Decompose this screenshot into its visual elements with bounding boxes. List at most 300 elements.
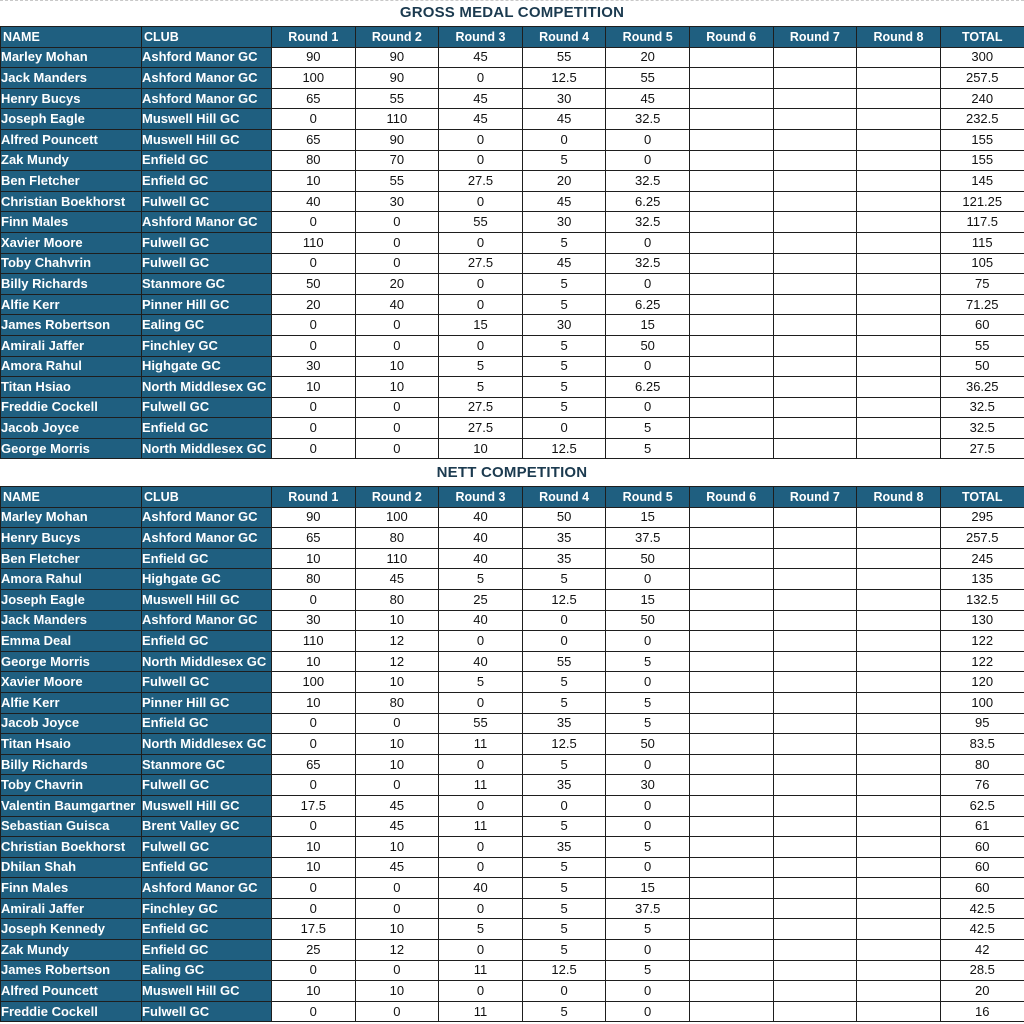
round-4-score-cell: 0 [522, 981, 606, 1002]
round-2-score-cell: 10 [355, 672, 439, 693]
total-score-cell: 135 [940, 569, 1024, 590]
round-6-score-cell [689, 816, 773, 837]
round-6-score-cell [689, 150, 773, 171]
round-4-score-cell: 55 [522, 47, 606, 68]
round-5-score-cell: 45 [606, 88, 690, 109]
table-row [1, 150, 1024, 171]
nett-competition-table [0, 486, 1024, 1022]
round-6-score-cell [689, 377, 773, 398]
round-4-score-cell: 5 [522, 377, 606, 398]
table-row [1, 713, 1024, 734]
round-7-score-cell [773, 274, 857, 295]
round-8-score-cell [857, 672, 941, 693]
total-score-cell: 122 [940, 651, 1024, 672]
club-cell: Highgate GC [142, 569, 272, 590]
player-name-cell: Ben Fletcher [1, 171, 142, 192]
table-row [1, 507, 1024, 528]
round-4-score-cell: 5 [522, 878, 606, 899]
round-8-score-cell [857, 335, 941, 356]
round-1-score-cell: 0 [272, 734, 356, 755]
round-8-score-cell [857, 68, 941, 89]
round-5-score-cell: 32.5 [606, 212, 690, 233]
round-4-score-cell: 12.5 [522, 589, 606, 610]
table-row [1, 981, 1024, 1002]
round-4-score-cell: 5 [522, 692, 606, 713]
round-1-column-header: Round 1 [272, 27, 356, 48]
total-score-cell: 145 [940, 171, 1024, 192]
round-8-score-cell [857, 692, 941, 713]
round-6-score-cell [689, 507, 773, 528]
round-7-score-cell [773, 397, 857, 418]
round-3-score-cell: 0 [439, 837, 523, 858]
round-4-score-cell: 5 [522, 1001, 606, 1022]
table-row [1, 253, 1024, 274]
table-row [1, 878, 1024, 899]
round-4-score-cell: 5 [522, 397, 606, 418]
round-2-score-cell: 0 [355, 960, 439, 981]
player-name-cell: Christian Boekhorst [1, 837, 142, 858]
round-7-score-cell [773, 981, 857, 1002]
round-2-score-cell: 110 [355, 109, 439, 130]
club-cell: Ashford Manor GC [142, 610, 272, 631]
club-cell: North Middlesex GC [142, 734, 272, 755]
player-name-cell: Alfie Kerr [1, 692, 142, 713]
round-7-score-cell [773, 294, 857, 315]
player-name-cell: Toby Chavrin [1, 775, 142, 796]
round-6-score-cell [689, 754, 773, 775]
total-score-cell: 132.5 [940, 589, 1024, 610]
player-name-cell: George Morris [1, 438, 142, 459]
round-2-score-cell: 70 [355, 150, 439, 171]
round-6-score-cell [689, 274, 773, 295]
round-6-column-header: Round 6 [689, 487, 773, 508]
round-7-score-cell [773, 129, 857, 150]
round-8-score-cell [857, 631, 941, 652]
round-3-score-cell: 55 [439, 212, 523, 233]
round-7-score-cell [773, 68, 857, 89]
round-8-score-cell [857, 569, 941, 590]
table-row [1, 418, 1024, 439]
gross-competition-title: GROSS MEDAL COMPETITION [399, 4, 625, 21]
round-4-score-cell: 5 [522, 898, 606, 919]
round-1-score-cell: 100 [272, 68, 356, 89]
total-score-cell: 55 [940, 335, 1024, 356]
round-6-score-cell [689, 940, 773, 961]
round-2-score-cell: 0 [355, 335, 439, 356]
total-score-cell: 80 [940, 754, 1024, 775]
total-score-cell: 50 [940, 356, 1024, 377]
round-1-score-cell: 10 [272, 692, 356, 713]
round-3-score-cell: 0 [439, 981, 523, 1002]
round-7-score-cell [773, 754, 857, 775]
round-3-score-cell: 0 [439, 631, 523, 652]
round-5-score-cell: 0 [606, 672, 690, 693]
round-1-score-cell: 40 [272, 191, 356, 212]
table-row [1, 438, 1024, 459]
round-5-score-cell: 50 [606, 548, 690, 569]
round-3-score-cell: 0 [439, 754, 523, 775]
round-4-score-cell: 45 [522, 253, 606, 274]
round-1-score-cell: 110 [272, 631, 356, 652]
round-8-score-cell [857, 171, 941, 192]
round-7-score-cell [773, 919, 857, 940]
round-8-score-cell [857, 397, 941, 418]
round-6-score-cell [689, 88, 773, 109]
round-8-score-cell [857, 981, 941, 1002]
round-6-score-cell [689, 981, 773, 1002]
club-cell: Ashford Manor GC [142, 507, 272, 528]
club-cell: Enfield GC [142, 940, 272, 961]
round-2-score-cell: 80 [355, 589, 439, 610]
round-6-score-cell [689, 1001, 773, 1022]
club-cell: Enfield GC [142, 548, 272, 569]
round-2-score-cell: 12 [355, 651, 439, 672]
club-cell: Enfield GC [142, 919, 272, 940]
round-4-score-cell: 5 [522, 274, 606, 295]
round-1-score-cell: 65 [272, 754, 356, 775]
round-5-score-cell: 15 [606, 878, 690, 899]
round-4-score-cell: 0 [522, 631, 606, 652]
round-1-score-cell: 90 [272, 47, 356, 68]
round-7-score-cell [773, 878, 857, 899]
round-5-score-cell: 37.5 [606, 898, 690, 919]
club-cell: Fulwell GC [142, 191, 272, 212]
round-7-score-cell [773, 795, 857, 816]
round-4-score-cell: 55 [522, 651, 606, 672]
round-7-score-cell [773, 212, 857, 233]
round-7-score-cell [773, 898, 857, 919]
round-1-score-cell: 0 [272, 589, 356, 610]
round-3-score-cell: 27.5 [439, 397, 523, 418]
round-4-score-cell: 12.5 [522, 68, 606, 89]
round-6-score-cell [689, 692, 773, 713]
round-3-score-cell: 27.5 [439, 253, 523, 274]
round-8-score-cell [857, 356, 941, 377]
round-7-score-cell [773, 438, 857, 459]
player-name-cell: Jack Manders [1, 610, 142, 631]
round-2-score-cell: 100 [355, 507, 439, 528]
round-2-score-cell: 30 [355, 191, 439, 212]
club-cell: Ashford Manor GC [142, 878, 272, 899]
round-8-score-cell [857, 232, 941, 253]
round-6-score-cell [689, 68, 773, 89]
round-3-score-cell: 40 [439, 548, 523, 569]
round-7-score-cell [773, 88, 857, 109]
round-5-score-cell: 50 [606, 734, 690, 755]
round-7-column-header: Round 7 [773, 27, 857, 48]
round-4-score-cell: 45 [522, 109, 606, 130]
round-1-score-cell: 25 [272, 940, 356, 961]
round-4-column-header: Round 4 [522, 27, 606, 48]
round-1-score-cell: 65 [272, 88, 356, 109]
round-5-score-cell: 32.5 [606, 109, 690, 130]
club-cell: Highgate GC [142, 356, 272, 377]
round-3-score-cell: 11 [439, 734, 523, 755]
round-2-score-cell: 55 [355, 171, 439, 192]
round-2-column-header: Round 2 [355, 27, 439, 48]
total-score-cell: 155 [940, 129, 1024, 150]
round-7-score-cell [773, 109, 857, 130]
round-7-score-cell [773, 672, 857, 693]
round-1-score-cell: 10 [272, 548, 356, 569]
round-8-score-cell [857, 88, 941, 109]
round-6-score-cell [689, 898, 773, 919]
round-6-score-cell [689, 837, 773, 858]
total-score-cell: 117.5 [940, 212, 1024, 233]
round-1-score-cell: 10 [272, 857, 356, 878]
round-1-score-cell: 0 [272, 212, 356, 233]
table-row [1, 734, 1024, 755]
round-2-score-cell: 55 [355, 88, 439, 109]
round-7-score-cell [773, 232, 857, 253]
round-2-score-cell: 90 [355, 47, 439, 68]
table-row [1, 397, 1024, 418]
round-5-score-cell: 0 [606, 857, 690, 878]
round-3-column-header: Round 3 [439, 487, 523, 508]
round-2-score-cell: 45 [355, 795, 439, 816]
player-name-cell: Joseph Eagle [1, 589, 142, 610]
round-8-score-cell [857, 775, 941, 796]
table-row [1, 960, 1024, 981]
round-4-score-cell: 35 [522, 775, 606, 796]
round-8-score-cell [857, 212, 941, 233]
round-4-score-cell: 12.5 [522, 960, 606, 981]
round-8-score-cell [857, 754, 941, 775]
round-6-score-cell [689, 356, 773, 377]
player-name-cell: Emma Deal [1, 631, 142, 652]
round-7-score-cell [773, 940, 857, 961]
round-5-score-cell: 5 [606, 692, 690, 713]
round-5-score-cell: 5 [606, 919, 690, 940]
round-4-score-cell: 5 [522, 294, 606, 315]
player-name-cell: Henry Bucys [1, 88, 142, 109]
round-8-score-cell [857, 315, 941, 336]
round-8-score-cell [857, 507, 941, 528]
table-row [1, 171, 1024, 192]
table-row [1, 775, 1024, 796]
round-6-score-cell [689, 569, 773, 590]
round-8-score-cell [857, 816, 941, 837]
round-1-score-cell: 0 [272, 438, 356, 459]
round-7-score-cell [773, 713, 857, 734]
round-3-score-cell: 27.5 [439, 418, 523, 439]
round-3-score-cell: 0 [439, 857, 523, 878]
round-3-score-cell: 5 [439, 356, 523, 377]
club-cell: Enfield GC [142, 171, 272, 192]
club-cell: Fulwell GC [142, 837, 272, 858]
player-name-cell: Titan Hsiao [1, 377, 142, 398]
round-4-score-cell: 5 [522, 919, 606, 940]
player-name-cell: Marley Mohan [1, 47, 142, 68]
table-row [1, 569, 1024, 590]
round-8-score-cell [857, 734, 941, 755]
round-4-score-cell: 0 [522, 418, 606, 439]
table-row [1, 88, 1024, 109]
total-score-cell: 105 [940, 253, 1024, 274]
table-row [1, 191, 1024, 212]
round-2-score-cell: 45 [355, 569, 439, 590]
round-4-score-cell: 20 [522, 171, 606, 192]
round-1-score-cell: 80 [272, 569, 356, 590]
round-1-score-cell: 80 [272, 150, 356, 171]
table-row [1, 857, 1024, 878]
round-2-score-cell: 40 [355, 294, 439, 315]
round-8-score-cell [857, 589, 941, 610]
round-8-score-cell [857, 940, 941, 961]
round-1-score-cell: 110 [272, 232, 356, 253]
round-5-column-header: Round 5 [606, 27, 690, 48]
table-row [1, 795, 1024, 816]
round-4-score-cell: 5 [522, 940, 606, 961]
table-row [1, 315, 1024, 336]
round-2-score-cell: 0 [355, 438, 439, 459]
total-score-cell: 71.25 [940, 294, 1024, 315]
round-2-score-cell: 0 [355, 775, 439, 796]
round-6-score-cell [689, 418, 773, 439]
total-score-cell: 32.5 [940, 397, 1024, 418]
round-3-score-cell: 27.5 [439, 171, 523, 192]
round-8-score-cell [857, 610, 941, 631]
club-cell: Ashford Manor GC [142, 212, 272, 233]
round-1-score-cell: 0 [272, 713, 356, 734]
round-2-score-cell: 80 [355, 528, 439, 549]
club-cell: Pinner Hill GC [142, 692, 272, 713]
total-score-cell: 245 [940, 548, 1024, 569]
round-2-score-cell: 10 [355, 837, 439, 858]
club-cell: Fulwell GC [142, 1001, 272, 1022]
round-2-score-cell: 10 [355, 734, 439, 755]
table-row [1, 898, 1024, 919]
round-3-score-cell: 11 [439, 816, 523, 837]
round-8-score-cell [857, 47, 941, 68]
round-5-score-cell: 32.5 [606, 171, 690, 192]
table-row [1, 692, 1024, 713]
round-6-score-cell [689, 589, 773, 610]
club-cell: Ashford Manor GC [142, 68, 272, 89]
round-3-score-cell: 11 [439, 1001, 523, 1022]
total-score-cell: 42.5 [940, 898, 1024, 919]
club-cell: Muswell Hill GC [142, 795, 272, 816]
club-cell: Stanmore GC [142, 274, 272, 295]
round-2-score-cell: 0 [355, 418, 439, 439]
round-3-score-cell: 11 [439, 775, 523, 796]
round-5-score-cell: 5 [606, 438, 690, 459]
total-score-cell: 115 [940, 232, 1024, 253]
round-3-score-cell: 11 [439, 960, 523, 981]
round-8-score-cell [857, 651, 941, 672]
total-score-cell: 76 [940, 775, 1024, 796]
round-7-score-cell [773, 335, 857, 356]
round-1-score-cell: 20 [272, 294, 356, 315]
club-cell: Pinner Hill GC [142, 294, 272, 315]
round-2-score-cell: 0 [355, 1001, 439, 1022]
table-row [1, 940, 1024, 961]
player-name-cell: Joseph Eagle [1, 109, 142, 130]
player-name-cell: Zak Mundy [1, 150, 142, 171]
round-8-column-header: Round 8 [857, 487, 941, 508]
round-7-score-cell [773, 589, 857, 610]
table-row [1, 47, 1024, 68]
round-8-score-cell [857, 109, 941, 130]
round-6-column-header: Round 6 [689, 27, 773, 48]
round-5-score-cell: 55 [606, 68, 690, 89]
round-3-score-cell: 0 [439, 129, 523, 150]
player-name-cell: George Morris [1, 651, 142, 672]
round-7-score-cell [773, 651, 857, 672]
player-name-cell: Alfred Pouncett [1, 981, 142, 1002]
round-7-score-cell [773, 631, 857, 652]
round-8-score-cell [857, 253, 941, 274]
round-2-score-cell: 0 [355, 898, 439, 919]
round-4-score-cell: 35 [522, 837, 606, 858]
player-name-cell: Joseph Kennedy [1, 919, 142, 940]
club-cell: Enfield GC [142, 857, 272, 878]
round-7-score-cell [773, 356, 857, 377]
round-6-score-cell [689, 734, 773, 755]
player-name-cell: Jack Manders [1, 68, 142, 89]
round-6-score-cell [689, 294, 773, 315]
round-2-score-cell: 90 [355, 129, 439, 150]
round-6-score-cell [689, 47, 773, 68]
round-3-score-cell: 25 [439, 589, 523, 610]
player-name-cell: Dhilan Shah [1, 857, 142, 878]
round-2-score-cell: 45 [355, 816, 439, 837]
round-5-score-cell: 32.5 [606, 253, 690, 274]
total-column-header: TOTAL [940, 27, 1024, 48]
round-8-score-cell [857, 857, 941, 878]
round-5-score-cell: 37.5 [606, 528, 690, 549]
total-score-cell: 300 [940, 47, 1024, 68]
total-score-cell: 32.5 [940, 418, 1024, 439]
player-name-cell: James Robertson [1, 315, 142, 336]
round-5-score-cell: 15 [606, 507, 690, 528]
total-score-cell: 295 [940, 507, 1024, 528]
round-7-score-cell [773, 507, 857, 528]
round-8-score-cell [857, 528, 941, 549]
club-cell: North Middlesex GC [142, 377, 272, 398]
round-6-score-cell [689, 919, 773, 940]
round-6-score-cell [689, 109, 773, 130]
round-8-score-cell [857, 898, 941, 919]
round-8-score-cell [857, 129, 941, 150]
club-cell: Finchley GC [142, 335, 272, 356]
round-3-score-cell: 0 [439, 795, 523, 816]
round-4-score-cell: 35 [522, 713, 606, 734]
player-name-cell: Valentin Baumgartner [1, 795, 142, 816]
total-score-cell: 240 [940, 88, 1024, 109]
round-7-score-cell [773, 377, 857, 398]
club-cell: Fulwell GC [142, 232, 272, 253]
round-5-score-cell: 50 [606, 610, 690, 631]
club-cell: Enfield GC [142, 150, 272, 171]
table-row [1, 528, 1024, 549]
table-row [1, 1001, 1024, 1022]
round-2-score-cell: 10 [355, 610, 439, 631]
round-1-score-cell: 100 [272, 672, 356, 693]
round-3-score-cell: 40 [439, 878, 523, 899]
round-5-score-cell: 0 [606, 981, 690, 1002]
round-6-score-cell [689, 857, 773, 878]
club-column-header: CLUB [142, 487, 272, 508]
round-5-score-cell: 6.25 [606, 377, 690, 398]
round-6-score-cell [689, 438, 773, 459]
round-7-score-cell [773, 610, 857, 631]
round-6-score-cell [689, 232, 773, 253]
name-column-header: NAME [1, 27, 142, 48]
round-6-score-cell [689, 795, 773, 816]
round-4-score-cell: 35 [522, 528, 606, 549]
player-name-cell: Freddie Cockell [1, 1001, 142, 1022]
